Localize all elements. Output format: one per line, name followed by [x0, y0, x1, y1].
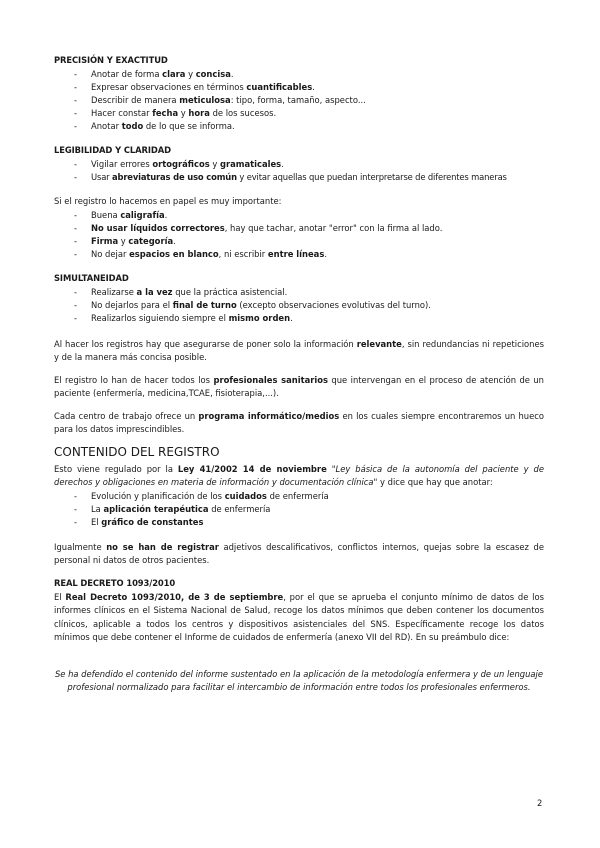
heading-simultaneidad: SIMULTANEIDAD [54, 273, 129, 283]
paragraph-ley: Esto viene regulado por la Ley 41/2002 14 de noviembre "Ley básica de la autonomía del paciente y de derechos y obligaciones en materia de información y documentación clínica" y dice que hay que anotar: [54, 464, 544, 488]
document-page: PRECISIÓN Y EXACTITUD - Anotar de forma clara y concisa. - Expresar observaciones en términos cuantificables. - Describir de manera meticulosa: tipo, forma, tamaño, aspecto... - Hacer constar fecha y hora de los sucesos. - Anotar todo de lo que se informa. LEGIBILIDAD Y CLARIDAD - Vigilar errores ortográficos y gramaticales. - Usar abreviaturas de uso común y evitar aquellas que puedan interpretarse de diferentes maneras Si el registro lo hacemos en papel es muy importante: - Buena caligrafía. - No usar líquidos correctores, hay que tachar, anotar "error" con la firma al lado. - Firma y categoría. - No dejar espacios en blanco, ni escribir entre líneas. SIMULTANEIDAD - Realizarse a la vez que la práctica asistencial. - No dejarlos para el final de turno (excepto observaciones evolutivas del turno). - Realizarlos siguiendo siempre el mismo orden. Al hacer los registros hay que asegurarse de poner solo la información relevante, sin redundancias ni repeticiones y de la manera más concisa posible. El registro lo han de hacer todos los profesionales sanitarios que intervengan en el proceso de atención de un paciente (enfermería, medicina,TCAE, fisioterapia,...). Cada centro de trabajo ofrece un programa informático/medios en los cuales siempre encontraremos un hueco para los datos imprescindibles. CONTENIDO DEL REGISTRO Esto viene regulado por la Ley 41/2002 14 de noviembre "Ley básica de la autonomía del paciente y de derechos y obligaciones en materia de información y documentación clínica" y dice que hay que anotar: - Evolución y planificación de los cuidados de enfermería - La aplicación terapéutica de enfermería - El gráfico de constantes Igualmente no se han de registrar adjetivos descalificativos, conflictos internos, quejas sobre la escasez de personal ni datos de otros pacientes. REAL DECRETO 1093/2010 El Real Decreto 1093/2010, de 3 de septiembre, por el que se aprueba el conjunto mínimo de datos de los informes clínicos en el Sistema Nacional de Salud, recoge los datos mínimos que deben contener los documentos clínicos, aplicable a todos los centros y dispositivos asistenciales del SNS. Específicamente recoge los datos mínimos que debe contener el Informe de cuidados de enfermería (anexo VII del RD). En su preámbulo dice: Se ha defendido el contenido del informe sustentado en la aplicación de la metodología enfermera y de un lenguaje profesional normalizado para facilitar el intercambio de información entre todos los profesionales enfermeros. 2 [0, 0, 600, 848]
page-number: 2 [537, 798, 543, 808]
paragraph-profesionales: El registro lo han de hacer todos los profesionales sanitarios que intervengan en el proceso de atención de un paciente (enfermería, medicina,TCAE, fisioterapia,...). [54, 375, 544, 399]
heading-precision: PRECISIÓN Y EXACTITUD [54, 55, 168, 65]
paragraph-programa: Cada centro de trabajo ofrece un programa informático/medios en los cuales siempre encontraremos un hueco para los datos imprescindibles. [54, 411, 544, 435]
heading-real-decreto: REAL DECRETO 1093/2010 [54, 578, 176, 588]
heading-legibilidad: LEGIBILIDAD Y CLARIDAD [54, 145, 171, 155]
paragraph-real-decreto: El Real Decreto 1093/2010, de 3 de septiembre, por el que se aprueba el conjunto mínimo de datos de los informes clínicos en el Sistema Nacional de Salud, recoge los datos mínimos que deben contener los documentos clínicos, aplicable a todos los centros y dispositivos asistenciales del SNS. Específicamente recoge los datos mínimos que debe contener el Informe de cuidados de enfermería (anexo VII del RD). En su preámbulo dice: [54, 592, 544, 643]
paragraph-relevante: Al hacer los registros hay que asegurarse de poner solo la información relevante, sin redundancias ni repeticiones y de la manera más concisa posible. [54, 339, 544, 363]
heading-contenido: CONTENIDO DEL REGISTRO [54, 445, 220, 459]
paragraph-no-registrar: Igualmente no se han de registrar adjetivos descalificativos, conflictos internos, quejas sobre la escasez de personal ni datos de otros pacientes. [54, 542, 545, 566]
paper-intro: Si el registro lo hacemos en papel es muy importante: [54, 196, 282, 206]
preamble-quote: Se ha defendido el contenido del informe sustentado en la aplicación de la metodología enfermera y de un lenguaje profesional normalizado para facilitar el intercambio de información entre todos los profesionales enfermeros. [54, 669, 544, 693]
